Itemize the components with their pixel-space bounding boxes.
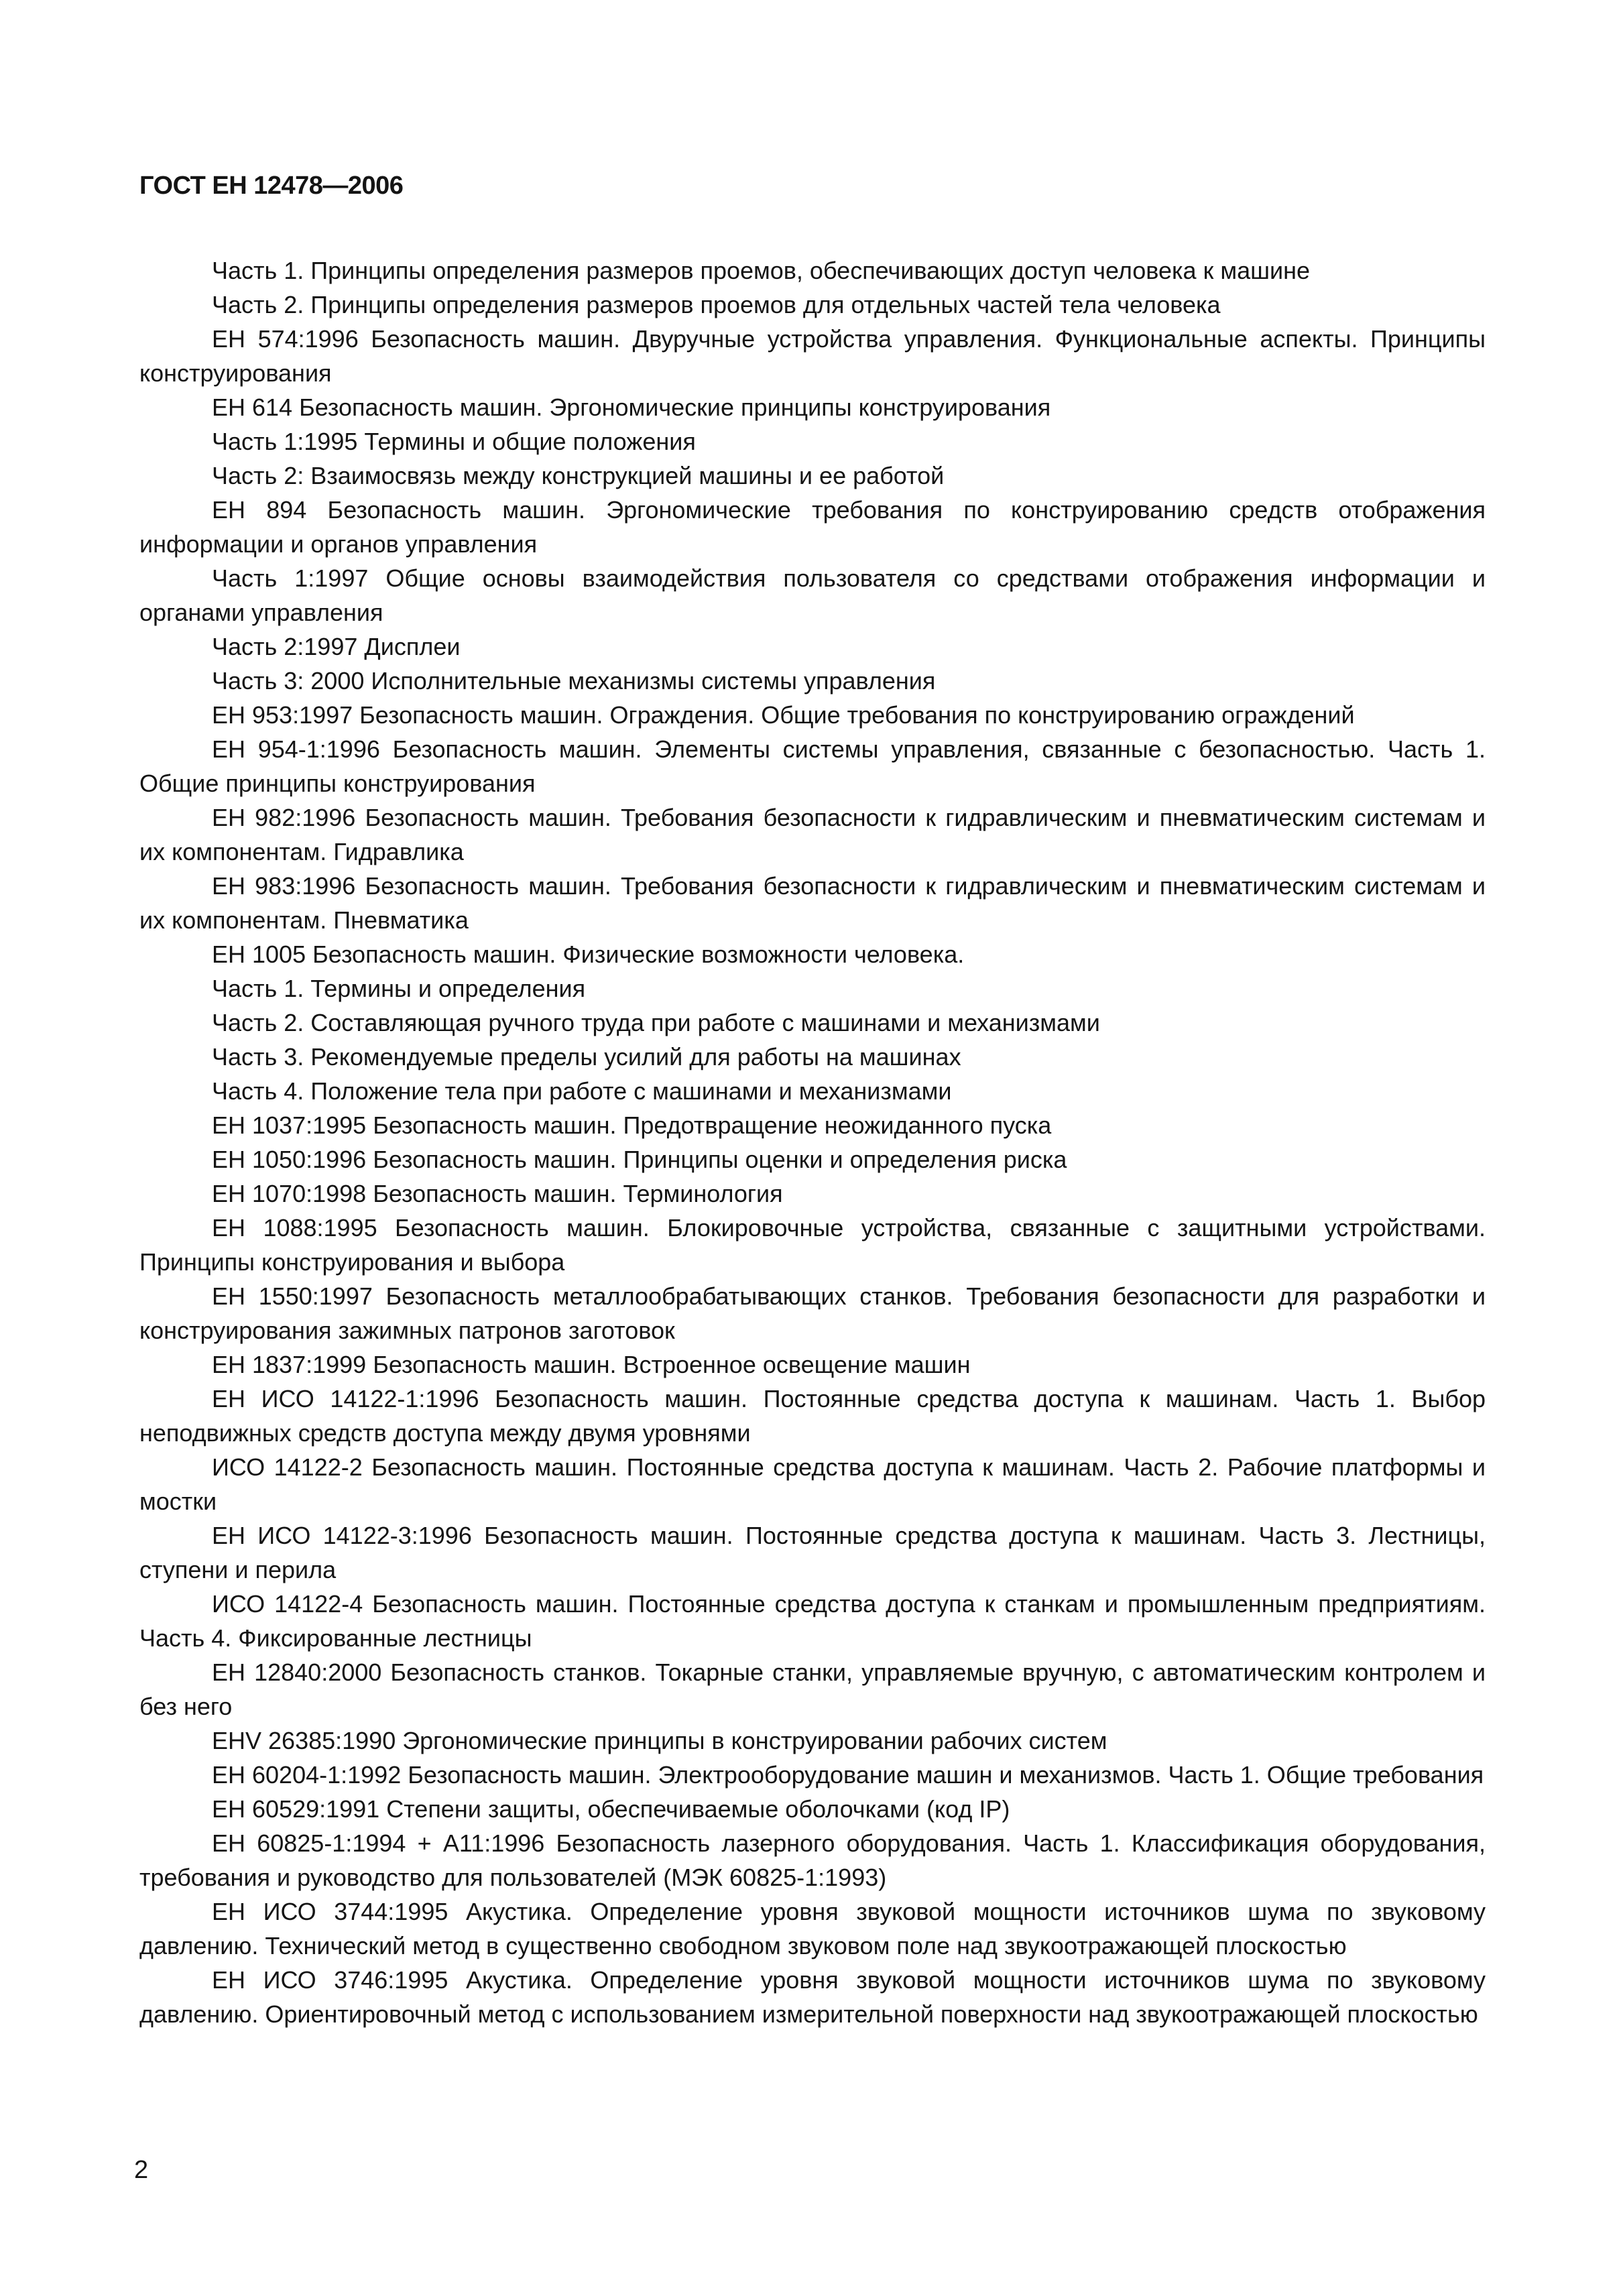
reference-paragraph: ИСО 14122-2 Безопасность машин. Постоянные средства доступа к машинам. Часть 2. Рабочие платформы и мостки xyxy=(139,1453,1486,1515)
reference-paragraph: ЕНV 26385:1990 Эргономические принципы в конструировании рабочих систем xyxy=(212,1727,1107,1754)
reference-paragraph: ЕН 1837:1999 Безопасность машин. Встроенное освещение машин xyxy=(212,1351,971,1378)
reference-paragraph: ЕН ИСО 3744:1995 Акустика. Определение уровня звуковой мощности источников шума по звуковому давлению. Технический метод в существенно свободном звуковом поле над звукоотражающей плоскостью xyxy=(139,1898,1486,1959)
reference-paragraph: Часть 1:1997 Общие основы взаимодействия пользователя со средствами отображения информации и органами управления xyxy=(139,564,1486,626)
reference-paragraph: ЕН ИСО 14122-1:1996 Безопасность машин. Постоянные средства доступа к машинам. Часть 1. Выбор неподвижных средств доступа между двумя уровнями xyxy=(139,1385,1486,1447)
reference-paragraph: ЕН 12840:2000 Безопасность станков. Токарные станки, управляемые вручную, с автоматическим контролем и без него xyxy=(139,1658,1486,1720)
reference-paragraph: Часть 3: 2000 Исполнительные механизмы системы управления xyxy=(212,667,936,694)
reference-paragraph: Часть 3. Рекомендуемые пределы усилий для работы на машинах xyxy=(212,1043,961,1071)
reference-paragraph: Часть 2. Составляющая ручного труда при работе с машинами и механизмами xyxy=(212,1009,1100,1036)
reference-paragraph: Часть 2:1997 Дисплеи xyxy=(212,633,461,660)
reference-paragraph: ЕН 60529:1991 Степени защиты, обеспечиваемые оболочками (код IP) xyxy=(212,1795,1010,1823)
reference-paragraph: ЕН 894 Безопасность машин. Эргономические требования по конструированию средств отображения информации и органов управления xyxy=(139,496,1486,558)
reference-paragraph: ЕН 1037:1995 Безопасность машин. Предотвращение неожиданного пуска xyxy=(212,1111,1052,1139)
reference-paragraph: ЕН ИСО 14122-3:1996 Безопасность машин. Постоянные средства доступа к машинам. Часть 3. Лестницы, ступени и перила xyxy=(139,1522,1486,1583)
reference-paragraph: Часть 1:1995 Термины и общие положения xyxy=(212,428,696,455)
reference-paragraph: ЕН 1050:1996 Безопасность машин. Принципы оценки и определения риска xyxy=(212,1146,1067,1173)
reference-paragraph: ЕН 953:1997 Безопасность машин. Ограждения. Общие требования по конструированию ограждений xyxy=(212,701,1355,729)
reference-paragraph: ЕН 614 Безопасность машин. Эргономические принципы конструирования xyxy=(212,394,1051,421)
reference-paragraph: ЕН 1005 Безопасность машин. Физические возможности человека. xyxy=(212,941,965,968)
reference-paragraph: ЕН 982:1996 Безопасность машин. Требования безопасности к гидравлическим и пневматическим системам и их компонентам. Гидравлика xyxy=(139,804,1486,865)
reference-paragraph: Часть 2: Взаимосвязь между конструкцией машины и ее работой xyxy=(212,462,945,489)
page-number: 2 xyxy=(134,2156,149,2184)
reference-paragraph: Часть 2. Принципы определения размеров проемов для отдельных частей тела человека xyxy=(212,291,1221,318)
document-header: ГОСТ ЕН 12478—2006 xyxy=(139,172,404,200)
reference-paragraph: ИСО 14122-4 Безопасность машин. Постоянные средства доступа к станкам и промышленным предприятиям. Часть 4. Фиксированные лестницы xyxy=(139,1590,1486,1652)
reference-paragraph: ЕН 574:1996 Безопасность машин. Двуручные устройства управления. Функциональные аспекты. Принципы конструирования xyxy=(139,325,1486,387)
reference-paragraph: Часть 4. Положение тела при работе с машинами и механизмами xyxy=(212,1077,952,1105)
reference-paragraph: ЕН 983:1996 Безопасность машин. Требования безопасности к гидравлическим и пневматическим системам и их компонентам. Пневматика xyxy=(139,872,1486,934)
reference-paragraph: ЕН 1088:1995 Безопасность машин. Блокировочные устройства, связанные с защитными устройствами. Принципы конструирования и выбора xyxy=(139,1214,1486,1276)
reference-paragraph: ЕН ИСО 3746:1995 Акустика. Определение уровня звуковой мощности источников шума по звуковому давлению. Ориентировочный метод с использованием измерительной поверхности над звукоотражающей плоскостью xyxy=(139,1966,1486,2028)
reference-paragraph: ЕН 954-1:1996 Безопасность машин. Элементы системы управления, связанные с безопасностью. Часть 1. Общие принципы конструирования xyxy=(139,735,1486,797)
standards-reference-list xyxy=(139,253,1486,2031)
reference-paragraph: Часть 1. Термины и определения xyxy=(212,975,586,1002)
reference-paragraph: Часть 1. Принципы определения размеров проемов, обеспечивающих доступ человека к машине xyxy=(212,257,1310,284)
reference-paragraph: ЕН 1070:1998 Безопасность машин. Терминология xyxy=(212,1180,783,1207)
reference-paragraph: ЕН 1550:1997 Безопасность металлообрабатывающих станков. Требования безопасности для разработки и конструирования зажимных патронов заготовок xyxy=(139,1282,1486,1344)
reference-paragraph: ЕН 60204-1:1992 Безопасность машин. Электрооборудование машин и механизмов. Часть 1. Общие требования xyxy=(212,1761,1484,1789)
reference-paragraph: ЕН 60825-1:1994 + А11:1996 Безопасность лазерного оборудования. Часть 1. Классификация оборудования, требования и руководство для пользователей (МЭК 60825-1:1993) xyxy=(139,1829,1486,1891)
